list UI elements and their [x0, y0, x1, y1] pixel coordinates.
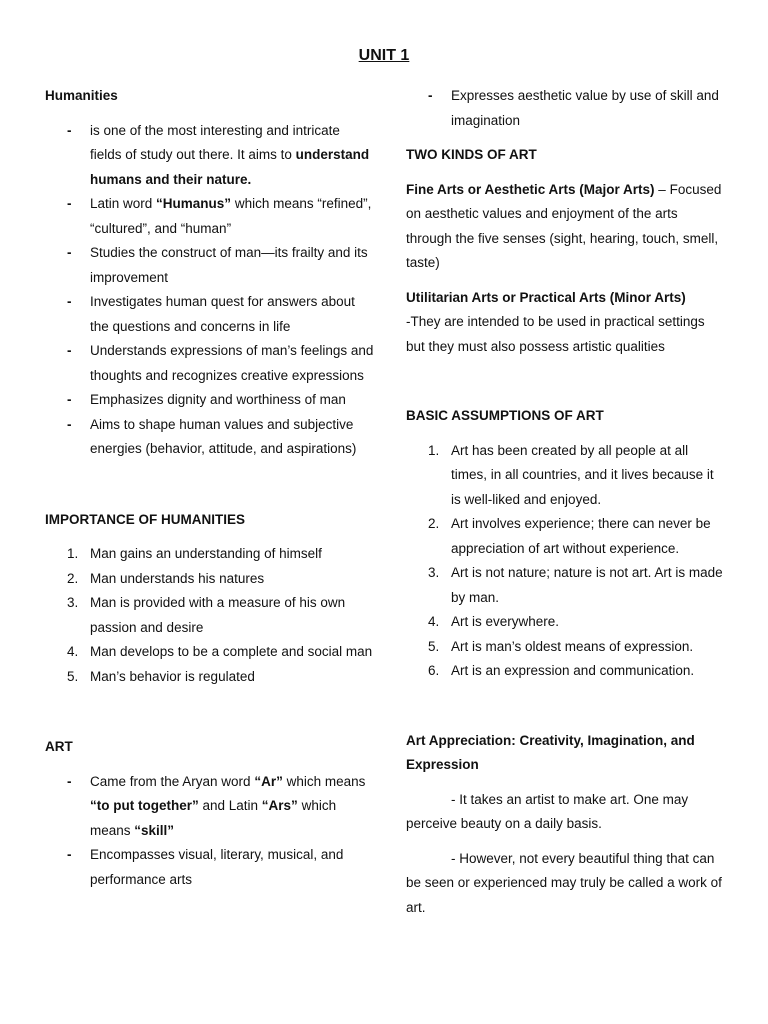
- number-marker: 3.: [428, 565, 440, 580]
- item-text: Man develops to be a complete and social man: [90, 644, 373, 659]
- fine-arts-paragraph: [406, 178, 726, 276]
- importance-list: [45, 542, 375, 689]
- list-item: [406, 635, 726, 660]
- number-marker: 4.: [67, 644, 79, 659]
- appreciation-paragraph-1: - It takes an artist to make art. One may perceive beauty on a daily basis.: [406, 791, 689, 831]
- assumptions-list: [406, 439, 726, 684]
- art-heading: ART: [45, 739, 73, 754]
- number-marker: 5.: [428, 638, 440, 654]
- number-marker: 3.: [67, 595, 79, 610]
- item-text: and Latin: [198, 798, 262, 813]
- number-marker: 1.: [67, 546, 79, 561]
- dash-bullet: -: [67, 392, 72, 407]
- utilitarian-text: -They are intended to be used in practical settings but they must also possess artistic qualities: [406, 314, 705, 354]
- fine-arts-heading: Fine Arts or Aesthetic Arts (Major Arts): [406, 181, 655, 197]
- dash-bullet: -: [67, 773, 72, 789]
- list-item: [45, 843, 375, 892]
- item-text: which means: [282, 773, 366, 789]
- number-marker: 1.: [428, 442, 440, 458]
- list-item: [406, 659, 726, 684]
- left-column: [45, 84, 375, 892]
- item-text: Art has been created by all people at all times, in all countries, and it lives because it is well-liked and enjoyed.: [451, 442, 714, 507]
- importance-heading: IMPORTANCE OF HUMANITIES: [45, 511, 245, 527]
- item-bold-text: “skill”: [134, 822, 175, 838]
- item-text: Man is provided with a measure of his own passion and desire: [90, 595, 346, 635]
- list-item: [406, 439, 726, 513]
- item-text: Art is everywhere.: [451, 614, 560, 629]
- list-item: [45, 665, 375, 690]
- dash-bullet: -: [67, 847, 72, 862]
- item-text: is one of the most interesting and intricate fields of study out there. It aims to: [90, 122, 340, 162]
- appreciation-heading: Art Appreciation: Creativity, Imagination, and Expression: [406, 732, 695, 772]
- list-item: [406, 84, 726, 133]
- item-text: Came from the Aryan word: [90, 773, 255, 789]
- dash-bullet: -: [67, 122, 72, 138]
- list-item: [406, 512, 726, 561]
- item-bold-text: understand humans and their nature.: [90, 147, 370, 187]
- list-item: [45, 119, 375, 193]
- item-text: Expresses aesthetic value by use of skill and imagination: [451, 88, 719, 128]
- dash-bullet: -: [67, 294, 72, 309]
- page-title: UNIT 1: [358, 47, 410, 64]
- list-item: [45, 339, 375, 388]
- assumptions-heading: BASIC ASSUMPTIONS OF ART: [406, 408, 604, 423]
- item-text: Man gains an understanding of himself: [90, 546, 322, 561]
- appreciation-paragraph-2: - However, not every beautiful thing that can be seen or experienced may truly be called a work of art.: [406, 850, 722, 915]
- list-item: [45, 770, 375, 844]
- dash-bullet: -: [67, 416, 72, 432]
- item-text: Investigates human quest for answers about the questions and concerns in life: [90, 294, 355, 334]
- number-marker: 2.: [67, 570, 79, 586]
- item-text: Encompasses visual, literary, musical, and performance arts: [90, 847, 344, 887]
- item-text: Understands expressions of man’s feelings and thoughts and recognizes creative expressions: [90, 343, 374, 383]
- item-text: Man’s behavior is regulated: [90, 668, 255, 684]
- utilitarian-heading: Utilitarian Arts or Practical Arts (Minor Arts): [406, 289, 686, 305]
- list-item: [406, 610, 726, 635]
- dash-bullet: -: [67, 343, 72, 358]
- item-text: Studies the construct of man—its frailty and its improvement: [90, 245, 368, 285]
- dash-bullet: -: [428, 88, 433, 103]
- item-text: which means: [90, 798, 337, 838]
- item-text: Man understands his natures: [90, 570, 265, 586]
- number-marker: 6.: [428, 663, 440, 678]
- humanities-list: [45, 119, 375, 462]
- right-column: [406, 84, 726, 920]
- item-text: Emphasizes dignity and worthiness of man: [90, 392, 346, 407]
- item-text: Art is an expression and communication.: [451, 663, 695, 678]
- number-marker: 5.: [67, 668, 79, 684]
- item-text: Aims to shape human values and subjective energies (behavior, attitude, and aspirations): [90, 416, 357, 456]
- dash-bullet: -: [67, 245, 72, 260]
- item-text: Art involves experience; there can never be appreciation of art without experience.: [451, 516, 711, 556]
- humanities-heading: Humanities: [45, 88, 118, 103]
- list-item: [45, 290, 375, 339]
- item-bold-text: “Ars”: [261, 798, 298, 813]
- two-kinds-heading: TWO KINDS OF ART: [406, 147, 537, 162]
- number-marker: 2.: [428, 516, 440, 531]
- list-item: [45, 192, 375, 241]
- list-item: [406, 561, 726, 610]
- dash-separator: –: [654, 181, 666, 197]
- fine-arts-text: Focused on aesthetic values and enjoyment of the arts through the five senses (sight, hearing, touch, smell, taste): [406, 181, 722, 270]
- item-text: which means “refined”, “cultured”, and “human”: [90, 196, 372, 236]
- list-item: [45, 542, 375, 567]
- number-marker: 4.: [428, 614, 440, 629]
- list-item: [45, 591, 375, 640]
- item-bold-text: “to put together”: [90, 798, 199, 813]
- item-text: Art is not nature; nature is not art. Art is made by man.: [451, 565, 723, 605]
- item-bold-text: “Humanus”: [156, 196, 232, 211]
- item-text: Art is man’s oldest means of expression.: [451, 638, 694, 654]
- art-list-continued: [406, 84, 726, 133]
- list-item: [45, 567, 375, 592]
- list-item: [45, 413, 375, 462]
- dash-bullet: -: [67, 196, 72, 211]
- item-text: Latin word: [90, 196, 157, 211]
- list-item: [45, 388, 375, 413]
- list-item: [45, 241, 375, 290]
- art-list: [45, 770, 375, 893]
- list-item: [45, 640, 375, 665]
- item-bold-text: “Ar”: [254, 773, 283, 789]
